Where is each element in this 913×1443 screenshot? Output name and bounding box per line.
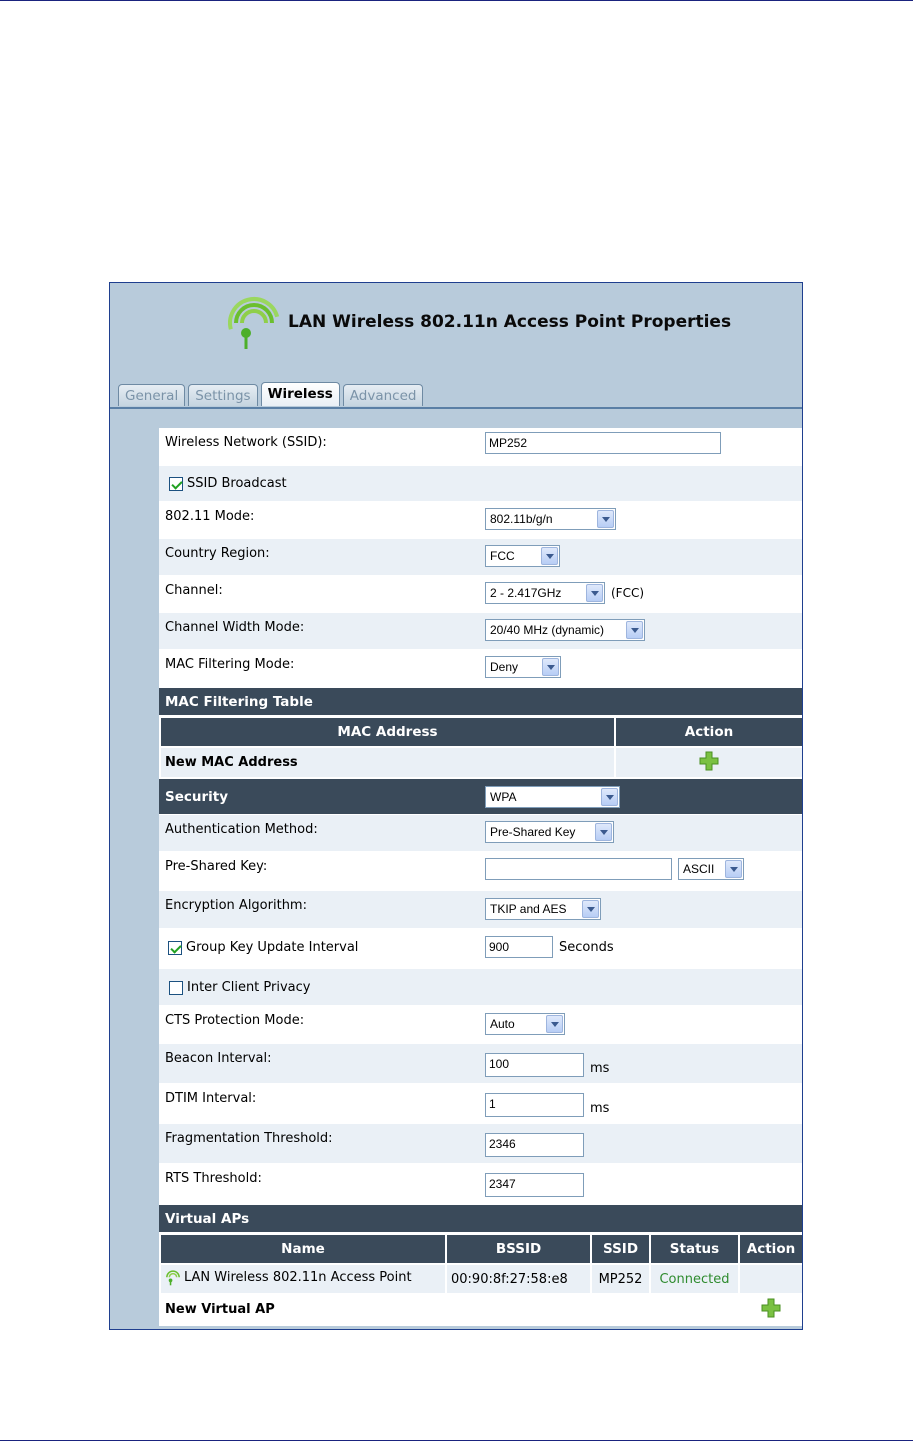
psk-input[interactable]: [485, 858, 672, 880]
country-select[interactable]: [485, 545, 560, 567]
ssid-broadcast-row: [159, 466, 802, 502]
empty-cell: [650, 1294, 739, 1325]
empty-cell: [591, 1294, 650, 1325]
add-mac-address-button[interactable]: [699, 751, 719, 771]
inter-client-checkbox[interactable]: [169, 981, 183, 995]
chevron-down-icon: [541, 547, 558, 565]
security-header: [159, 779, 802, 815]
beacon-label: Beacon Interval:: [165, 1051, 272, 1066]
top-rule: [0, 0, 913, 1]
inter-client-label: Inter Client Privacy: [187, 980, 311, 995]
column-status: Status: [650, 1234, 739, 1264]
mode-select[interactable]: [485, 508, 616, 530]
column-name: Name: [160, 1234, 446, 1264]
psk-row: [159, 852, 802, 891]
table-row: [160, 1294, 803, 1325]
chevron-down-icon: [582, 900, 599, 918]
window-title: LAN Wireless 802.11n Access Point Properties: [288, 312, 732, 332]
cts-label: CTS Protection Mode:: [165, 1013, 305, 1028]
country-label: Country Region:: [165, 546, 270, 561]
auth-method-select[interactable]: [485, 821, 614, 843]
new-mac-address-label: New MAC Address: [160, 747, 615, 778]
group-key-label: Group Key Update Interval: [186, 940, 359, 955]
virtual-ap-status: Connected: [650, 1264, 739, 1294]
channel-width-value: 20/40 MHz (dynamic): [490, 623, 605, 637]
tab-advanced[interactable]: Advanced: [343, 384, 424, 406]
frag-input[interactable]: 2346: [485, 1133, 584, 1157]
country-value: FCC: [490, 549, 515, 563]
virtual-ap-action-cell: [739, 1264, 803, 1294]
psk-format-select[interactable]: [678, 858, 744, 880]
bottom-rule: [0, 1440, 913, 1441]
wireless-form: [159, 428, 802, 1326]
channel-label: Channel:: [165, 583, 223, 598]
wireless-signal-icon: [165, 1268, 181, 1286]
group-key-row: [159, 929, 802, 969]
tab-wireless[interactable]: Wireless: [261, 382, 340, 406]
tab-settings[interactable]: Settings: [188, 384, 257, 406]
chevron-down-icon: [546, 1015, 563, 1033]
cts-select[interactable]: [485, 1013, 565, 1035]
channel-row: [159, 576, 802, 613]
chevron-down-icon: [601, 788, 618, 806]
table-row: [160, 1264, 803, 1294]
channel-width-label: Channel Width Mode:: [165, 620, 305, 635]
ssid-broadcast-checkbox[interactable]: [169, 477, 183, 491]
mac-filter-mode-row: [159, 650, 802, 688]
cts-value: Auto: [490, 1017, 515, 1031]
auth-method-value: Pre-Shared Key: [490, 825, 576, 839]
encryption-row: [159, 891, 802, 929]
ssid-row: [159, 428, 802, 466]
rts-input[interactable]: 2347: [485, 1173, 584, 1197]
virtual-ap-bssid: 00:90:8f:27:58:e8: [446, 1264, 591, 1294]
chevron-down-icon: [595, 823, 612, 841]
dtim-unit: ms: [590, 1100, 610, 1116]
security-value: WPA: [490, 790, 517, 804]
ssid-broadcast-label: SSID Broadcast: [187, 476, 287, 491]
encryption-select[interactable]: [485, 898, 601, 920]
channel-value: 2 - 2.417GHz: [490, 586, 562, 600]
dtim-row: [159, 1084, 802, 1124]
chevron-down-icon: [586, 584, 603, 602]
mac-filtering-table: [159, 716, 803, 779]
auth-method-label: Authentication Method:: [165, 822, 318, 837]
mode-value: 802.11b/g/n: [490, 512, 553, 526]
mac-filter-mode-label: MAC Filtering Mode:: [165, 657, 295, 672]
virtual-aps-title: Virtual APs: [165, 1211, 250, 1227]
column-ssid: SSID: [591, 1234, 650, 1264]
new-virtual-ap-label: New Virtual AP: [160, 1294, 446, 1325]
mac-filter-mode-value: Deny: [490, 660, 519, 674]
mac-table-header: [159, 688, 802, 716]
group-key-unit: Seconds: [559, 939, 614, 955]
psk-label: Pre-Shared Key:: [165, 859, 268, 874]
chevron-down-icon: [597, 510, 614, 528]
ssid-label: Wireless Network (SSID):: [165, 435, 327, 450]
mac-filter-mode-select[interactable]: [485, 656, 561, 678]
chevron-down-icon: [542, 658, 559, 676]
beacon-unit: ms: [590, 1060, 610, 1076]
channel-width-select[interactable]: [485, 619, 645, 641]
column-bssid: BSSID: [446, 1234, 591, 1264]
mac-table-title: MAC Filtering Table: [165, 694, 313, 710]
beacon-input[interactable]: 100: [485, 1053, 584, 1077]
empty-cell: [446, 1294, 591, 1325]
inter-client-row: [159, 969, 802, 1006]
tab-underline: [110, 407, 803, 409]
security-label: Security: [165, 789, 229, 805]
ssid-input[interactable]: MP252: [485, 432, 721, 454]
rts-row: [159, 1164, 802, 1205]
virtual-ap-name-link[interactable]: LAN Wireless 802.11n Access Point: [184, 1269, 412, 1285]
tab-general[interactable]: General: [118, 384, 185, 406]
channel-region-suffix: (FCC): [611, 586, 645, 600]
security-select[interactable]: [485, 786, 620, 808]
column-mac-address: MAC Address: [160, 717, 615, 747]
dtim-input[interactable]: 1: [485, 1093, 584, 1117]
dtim-label: DTIM Interval:: [165, 1091, 257, 1106]
chevron-down-icon: [725, 860, 742, 878]
cts-row: [159, 1006, 802, 1044]
mode-row: [159, 502, 802, 539]
properties-window: [109, 282, 803, 1330]
plus-icon: [699, 751, 719, 771]
psk-format-value: ASCII: [683, 862, 715, 876]
group-key-checkbox[interactable]: [168, 941, 182, 955]
virtual-aps-header: [159, 1205, 802, 1233]
auth-method-row: [159, 815, 802, 852]
rts-label: RTS Threshold:: [165, 1171, 262, 1186]
virtual-ap-ssid: MP252: [591, 1264, 650, 1294]
plus-icon: [761, 1298, 781, 1318]
wireless-signal-icon: [228, 293, 280, 351]
frag-row: [159, 1124, 802, 1164]
country-row: [159, 539, 802, 576]
add-virtual-ap-button[interactable]: [761, 1298, 781, 1318]
frag-label: Fragmentation Threshold:: [165, 1131, 333, 1146]
encryption-value: TKIP and AES: [490, 902, 567, 916]
channel-select[interactable]: [485, 582, 605, 604]
beacon-row: [159, 1044, 802, 1084]
encryption-label: Encryption Algorithm:: [165, 898, 307, 913]
tab-bar: [118, 384, 423, 406]
virtual-aps-table: [159, 1233, 803, 1326]
channel-width-row: [159, 613, 802, 650]
mode-label: 802.11 Mode:: [165, 509, 255, 524]
group-key-input[interactable]: 900: [485, 936, 553, 958]
window-header: [228, 293, 731, 351]
column-action: Action: [739, 1234, 803, 1264]
chevron-down-icon: [626, 621, 643, 639]
column-action: Action: [615, 717, 803, 747]
